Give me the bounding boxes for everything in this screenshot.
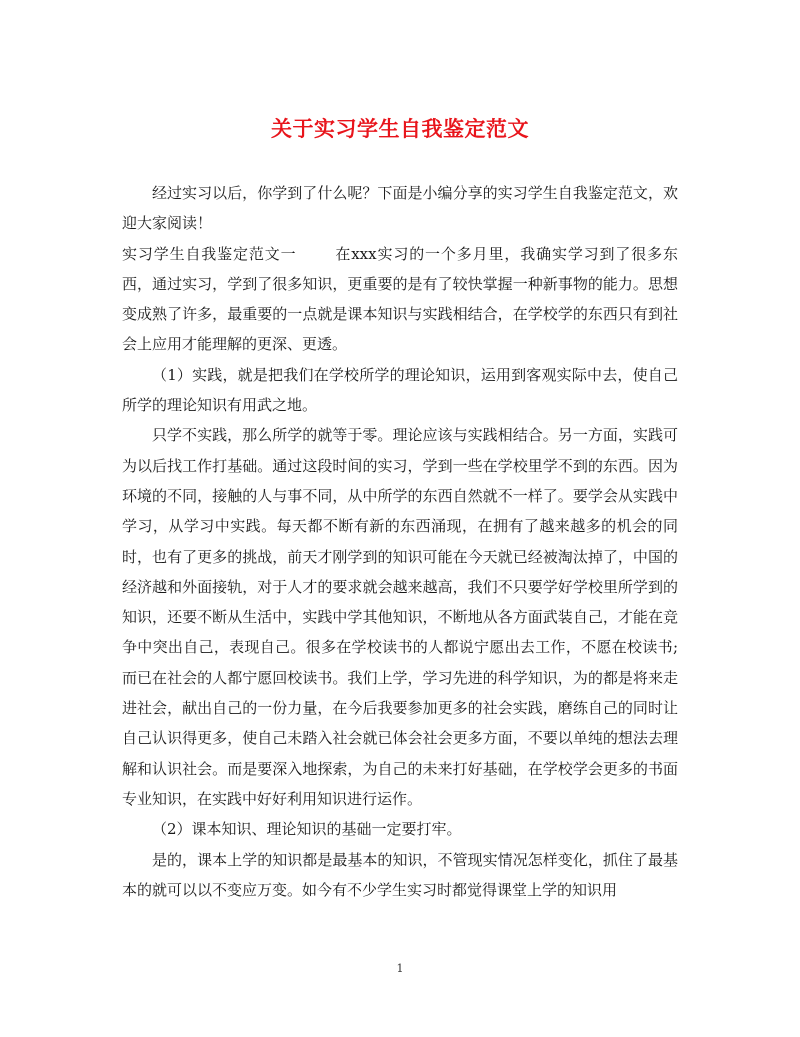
basics-paragraph: 是的，课本上学的知识都是最基本的知识，不管现实情况怎样变化，抓住了最基本的就可以以不变应万变。如今有不少学生实习时都觉得课堂上学的知识用	[122, 850, 678, 899]
intro-paragraph: 经过实习以后，你学到了什么呢？下面是小编分享的实习学生自我鉴定范文，欢迎大家阅读！	[122, 184, 678, 233]
document-body	[122, 178, 678, 905]
document-title: 关于实习学生自我鉴定范文	[271, 116, 529, 141]
section-paragraph	[122, 239, 678, 360]
practice-paragraph: 只学不实践，那么所学的就等于零。理论应该与实践相结合。另一方面，实践可为以后找工作打基础。通过这段时间的实习，学到一些在学校里学不到的东西。因为环境的不同，接触的人与事不同，从中所学的东西自然就不一样了。要学会从实践中学习，从学习中实践。每天都不断有新的东西涌现，在拥有了越来越多的机会的同时，也有了更多的挑战，前天才刚学到的知识可能在今天就已经被淘汰掉了，中国的经济越和外面接轨，对于人才的要求就会越来越高，我们不只要学好学校里所学到的知识，还要不断从生活中，实践中学其他知识，不断地从各方面武装自己，才能在竞争中突出自己，表现自己。很多在学校读书的人都说宁愿出去工作，不愿在校读书;而已在社会的人都宁愿回校读书。我们上学，学习先进的科学知识，为的都是将来走进社会，献出自己的一份力量，在今后我要参加更多的社会实践，磨练自己的同时让自己认识得更多，使自己未踏入社会就已体会社会更多方面，不要以单纯的想法去理解和认识社会。而是要深入地探索，为自己的未来打好基础，在学校学会更多的书面专业知识，在实践中好好利用知识进行运作。	[122, 426, 678, 808]
point-1-paragraph: （1）实践，就是把我们在学校所学的理论知识，运用到客观实际中去，使自己所学的理论知识有用武之地。	[122, 365, 678, 415]
point-2-paragraph: （2）课本知识、理论知识的基础一定要打牢。	[152, 820, 462, 839]
section-heading: 实习学生自我鉴定范文一	[122, 244, 297, 263]
section-opening-text: 在xxx实习的一个多月里，我确实学习到了很多东西，通过实习，学到了很多知识，更重要的是有了较快掌握一种新事物的能力。思想变成熟了许多，最重要的一点就是课本知识与实践相结合，在学校学的东西只有到社会上应用才能理解的更深、更透。	[122, 244, 678, 354]
page-number: 1	[396, 962, 404, 975]
